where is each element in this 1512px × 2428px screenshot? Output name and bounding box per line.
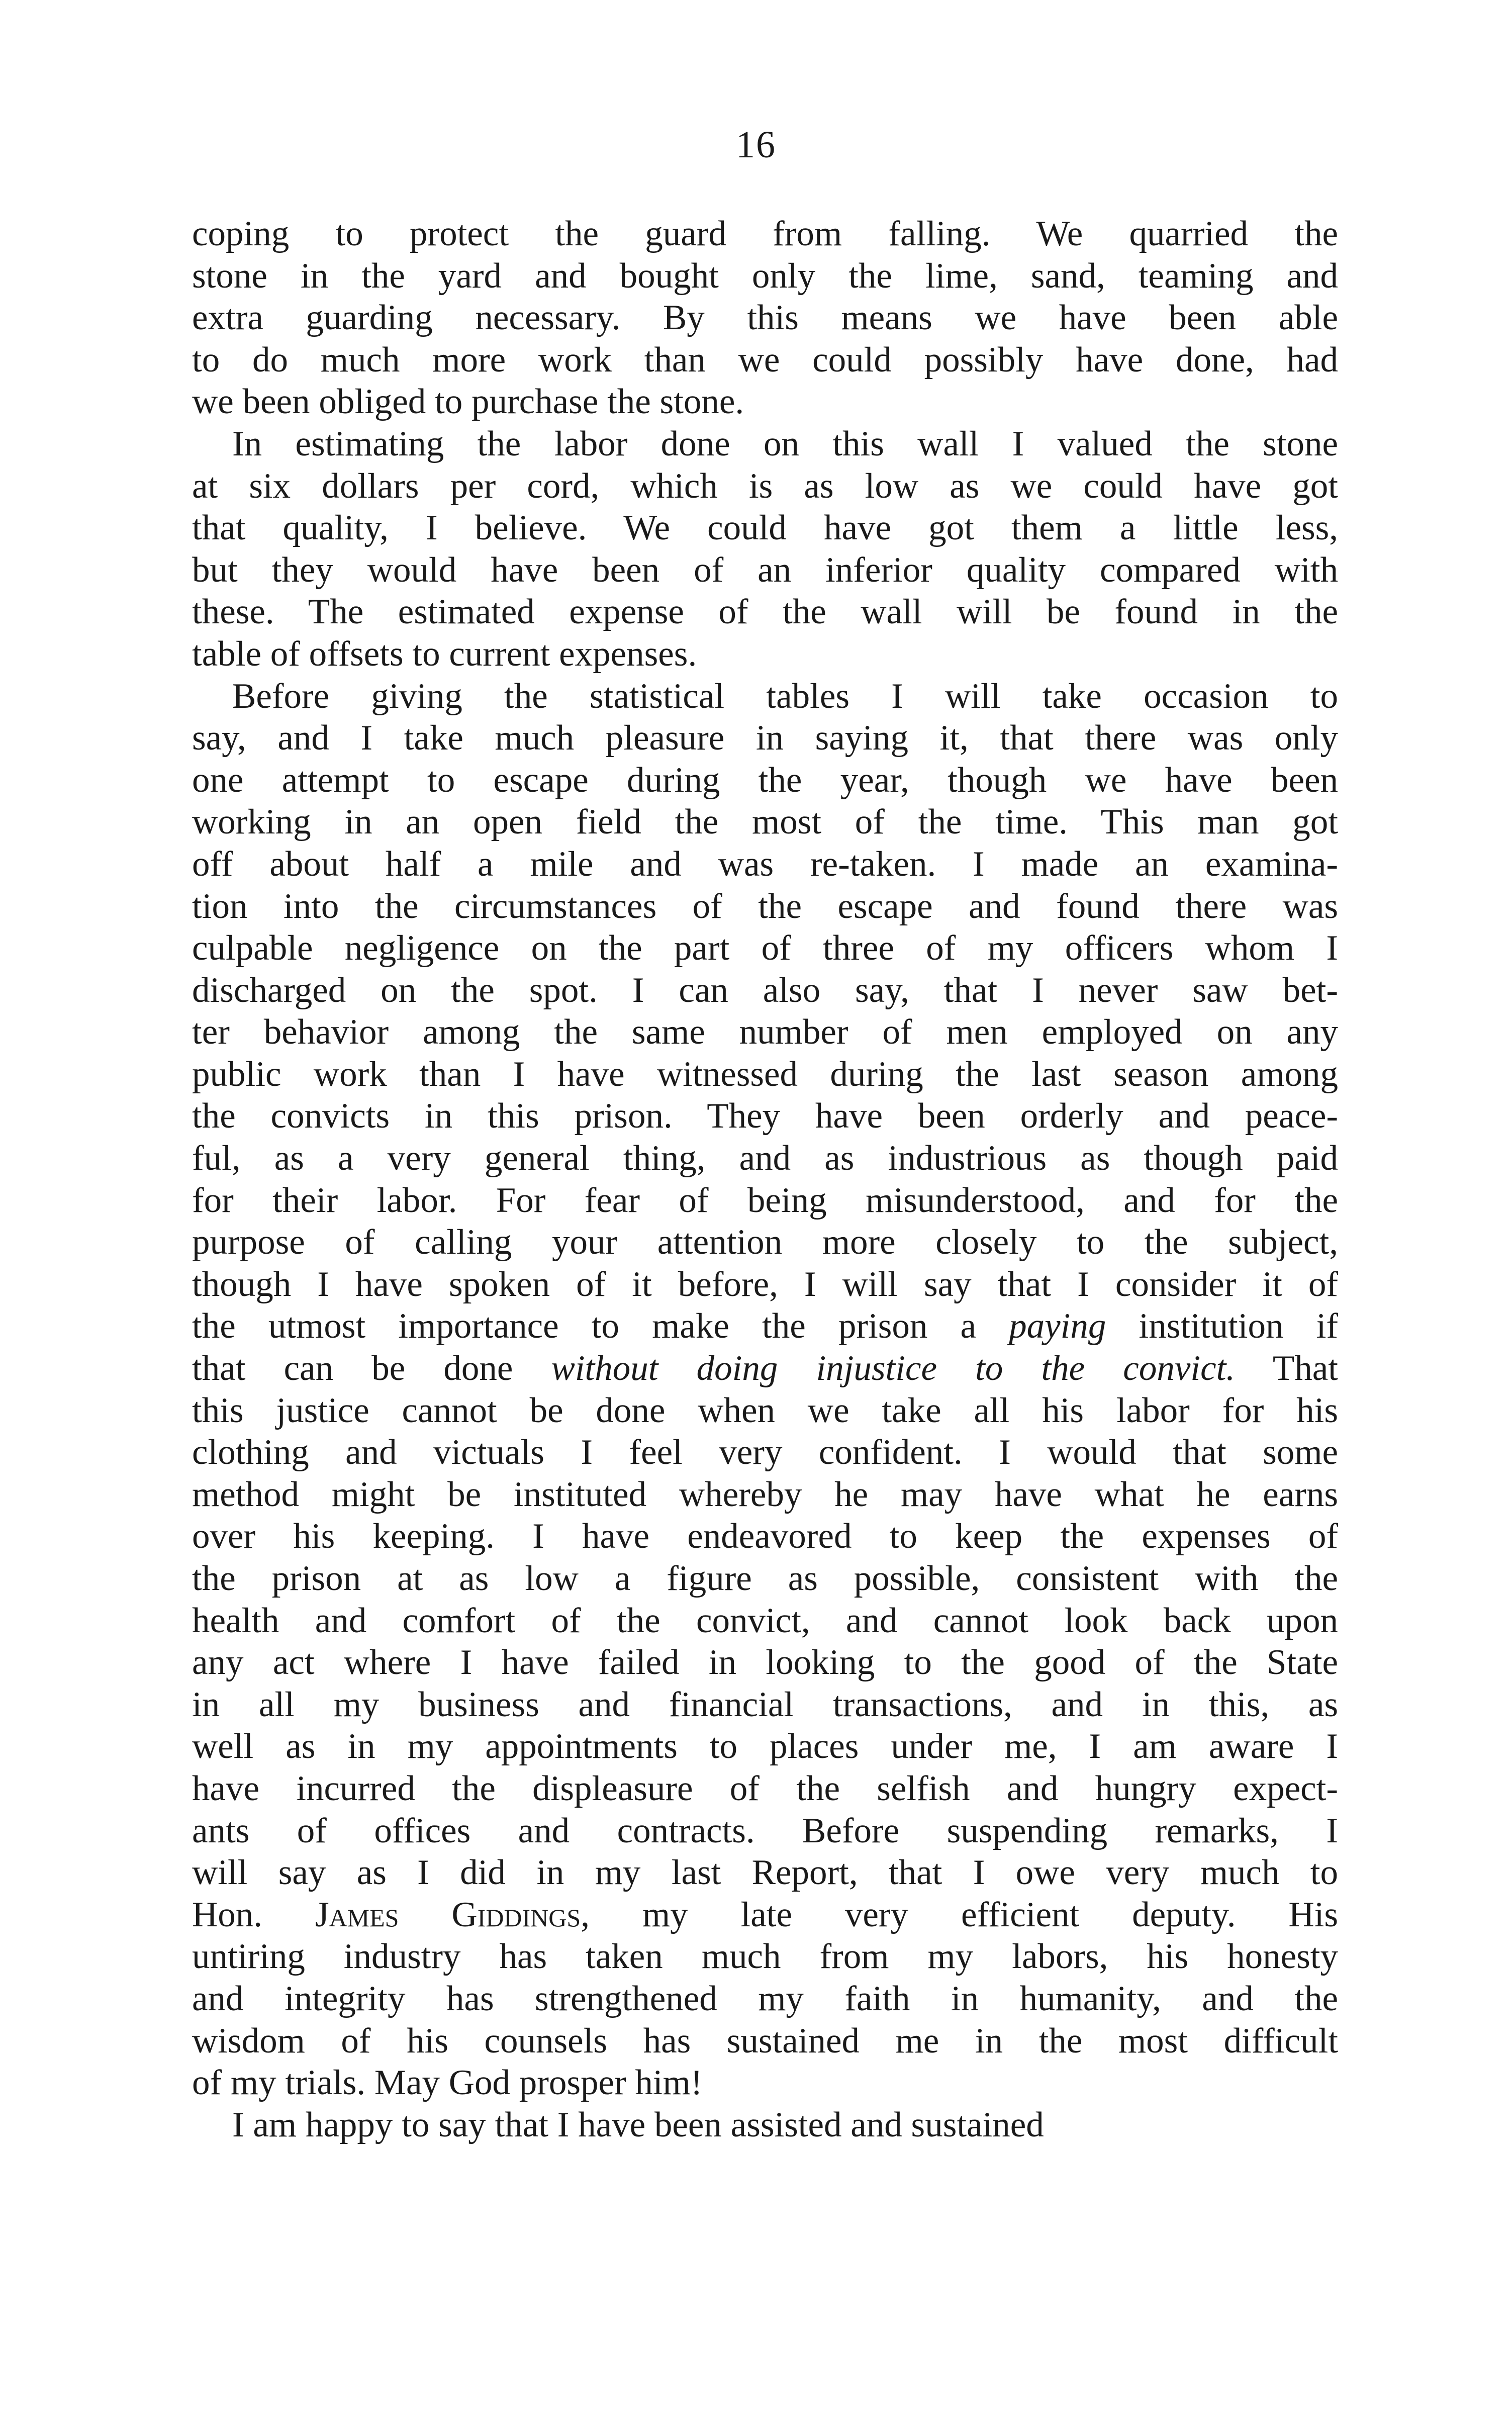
text-line: culpable negligence on the part of three of my officers whom I	[192, 928, 1338, 968]
text-line: will say as I did in my last Report, that I owe very much to	[192, 1853, 1338, 1893]
text-line: but they would have been of an inferior quality compared with	[192, 550, 1338, 590]
text-line: discharged on the spot. I can also say, that I never saw bet-	[192, 970, 1338, 1010]
text-line: Hon. James Giddings, my late very efficient deputy. His	[192, 1895, 1338, 1934]
text-line: this justice cannot be done when we take all his labor for his	[192, 1390, 1338, 1430]
text-line: working in an open field the most of the time. This man got	[192, 802, 1338, 842]
text-line: and integrity has strengthened my faith in humanity, and the	[192, 1979, 1338, 2018]
text-line: Before giving the statistical tables I will take occasion to	[232, 676, 1338, 716]
paragraph	[192, 676, 1338, 2104]
text-line: stone in the yard and bought only the lime, sand, teaming and	[192, 256, 1338, 296]
text-line: clothing and victuals I feel very confident. I would that some	[192, 1433, 1338, 1472]
text-line: over his keeping. I have endeavored to keep the expenses of	[192, 1517, 1338, 1556]
paragraph	[192, 423, 1338, 676]
text-line: say, and I take much pleasure in saying it, that there was only	[192, 718, 1338, 758]
text-line: ter behavior among the same number of men employed on any	[192, 1012, 1338, 1052]
text-line: of my trials. May God prosper him!	[192, 2063, 703, 2103]
text-line: public work than I have witnessed during the last season among	[192, 1054, 1338, 1094]
text-line: ants of offices and contracts. Before suspending remarks, I	[192, 1811, 1338, 1850]
text-line: have incurred the displeasure of the selfish and hungry expect-	[192, 1768, 1338, 1808]
body-text	[192, 213, 1338, 2146]
text-line: any act where I have failed in looking to the good of the State	[192, 1643, 1338, 1683]
text-line: health and comfort of the convict, and cannot look back upon	[192, 1601, 1338, 1640]
text-line: coping to protect the guard from falling. We quarried the	[192, 214, 1338, 253]
text-line: that quality, I believe. We could have got them a little less,	[192, 508, 1338, 548]
text-line: wisdom of his counsels has sustained me in the most difficult	[192, 2021, 1338, 2061]
text-line: the prison at as low a figure as possible, consistent with the	[192, 1559, 1338, 1598]
text-line: well as in my appointments to places under me, I am aware I	[192, 1727, 1338, 1766]
text-line: I am happy to say that I have been assisted and sustained	[232, 2105, 1044, 2144]
text-line: extra guarding necessary. By this means we have been able	[192, 298, 1338, 338]
text-line: ful, as a very general thing, and as industrious as though paid	[192, 1139, 1338, 1178]
text-line: though I have spoken of it before, I will say that I consider it of	[192, 1264, 1338, 1304]
text-line: to do much more work than we could possibly have done, had	[192, 340, 1338, 380]
text-line: one attempt to escape during the year, though we have been	[192, 760, 1338, 800]
text-line: In estimating the labor done on this wall I valued the stone	[232, 424, 1338, 463]
text-line: in all my business and financial transactions, and in this, as	[192, 1685, 1338, 1724]
text-line: purpose of calling your attention more closely to the subject,	[192, 1223, 1338, 1262]
text-line: table of offsets to current expenses.	[192, 634, 697, 674]
text-line: at six dollars per cord, which is as low as we could have got	[192, 466, 1338, 506]
text-line: untiring industry has taken much from my labors, his honesty	[192, 1937, 1338, 1977]
paragraph	[192, 2104, 1338, 2146]
text-line: that can be done without doing injustice to the convict. That	[192, 1349, 1338, 1388]
text-line: off about half a mile and was re-taken. I made an examina-	[192, 844, 1338, 884]
text-line: these. The estimated expense of the wall will be found in the	[192, 592, 1338, 632]
text-line: we been obliged to purchase the stone.	[192, 382, 744, 422]
text-line: tion into the circumstances of the escape and found there was	[192, 886, 1338, 926]
paragraph	[192, 213, 1338, 423]
page-number: 16	[736, 124, 776, 166]
text-line: the utmost importance to make the prison a paying institution if	[192, 1306, 1338, 1346]
text-line: method might be instituted whereby he may have what he earns	[192, 1474, 1338, 1514]
text-line: the convicts in this prison. They have been orderly and peace-	[192, 1096, 1338, 1136]
text-line: for their labor. For fear of being misunderstood, and for the	[192, 1180, 1338, 1220]
